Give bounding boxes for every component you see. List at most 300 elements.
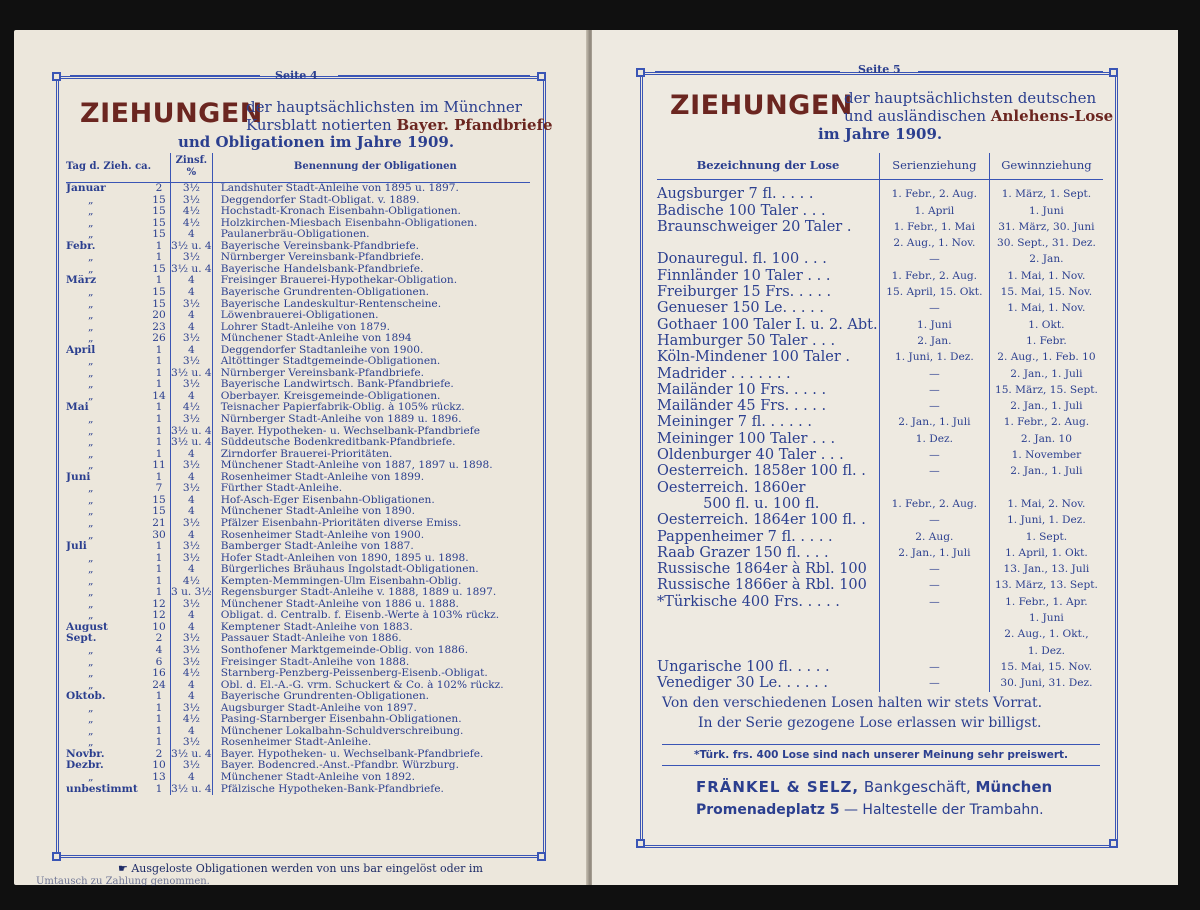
- row-day: 1: [148, 726, 171, 738]
- row-rate: 3½: [171, 645, 213, 657]
- row-prize-date: 1. Juni: [1029, 612, 1064, 625]
- row-month: „: [88, 414, 94, 426]
- row-day: 1: [148, 437, 171, 449]
- column-header-date: Tag d. Zieh. ca.: [66, 153, 171, 183]
- heading-line-1: der hauptsächlichsten im Münchner: [246, 98, 522, 116]
- table-row: [657, 463, 1103, 479]
- row-month: „: [88, 529, 94, 541]
- row-month: „: [88, 610, 94, 622]
- table-row: [66, 426, 530, 438]
- table-row: [66, 483, 530, 495]
- table-row: [66, 749, 530, 761]
- row-month: „: [88, 217, 94, 229]
- row-rate: 4: [171, 391, 213, 403]
- table-row: [66, 737, 530, 749]
- firm-city: München: [975, 778, 1053, 796]
- row-rate: 3½: [171, 183, 213, 195]
- row-day: 6: [148, 657, 171, 669]
- table-row: [66, 587, 530, 599]
- row-month: „: [88, 725, 94, 737]
- row-rate: 4: [171, 322, 213, 334]
- row-day: 1: [148, 345, 171, 357]
- row-lot-name: Oesterreich. 1860er: [657, 479, 806, 496]
- table-row: [657, 480, 1103, 496]
- table-row: [66, 576, 530, 588]
- row-day: 20: [148, 310, 171, 322]
- table-row: [657, 300, 1103, 316]
- row-month: August: [66, 621, 108, 633]
- row-rate: 4: [171, 680, 213, 692]
- row-lot-name: Meininger 100 Taler . . .: [657, 430, 836, 447]
- row-day: 1: [148, 564, 171, 576]
- heading-line-2a: Kursblatt notierten: [246, 116, 397, 134]
- row-rate: 4½: [171, 714, 213, 726]
- row-lot-name: Donauregul. fl. 100 . . .: [657, 251, 827, 268]
- table-row: [66, 760, 530, 772]
- row-day: 1: [148, 379, 171, 391]
- row-rate: 4: [171, 472, 213, 484]
- row-lot-name: [657, 626, 879, 642]
- row-rate: 4½: [171, 668, 213, 680]
- table-row: [66, 299, 530, 311]
- table-row: [657, 529, 1103, 545]
- table-row: [66, 287, 530, 299]
- row-rate: 3½: [171, 483, 213, 495]
- row-rate: 3½: [171, 333, 213, 345]
- row-rate: 4½: [171, 576, 213, 588]
- row-day: 1: [148, 426, 171, 438]
- row-name: Münchener Lokalbahn-Schuldverschreibung.: [220, 725, 464, 737]
- row-rate: 4: [171, 691, 213, 703]
- row-name: Rosenheimer Stadt-Anleihe.: [220, 737, 372, 749]
- row-name: Lohrer Stadt-Anleihe von 1879.: [220, 321, 390, 333]
- table-row: [66, 622, 530, 634]
- row-name: Löwenbrauerei-Obligationen.: [220, 310, 379, 322]
- row-lot-name: Madrider . . . . . . .: [657, 365, 791, 382]
- row-name: Bayerische Landeskultur-Rentenscheine.: [220, 298, 442, 310]
- row-rate: 4: [171, 449, 213, 461]
- row-prize-date: 1. Mai, 1. Nov.: [1007, 302, 1086, 315]
- row-month: „: [88, 425, 94, 437]
- row-month: „: [88, 483, 94, 495]
- corner-ornament: [1109, 839, 1118, 848]
- row-month: „: [88, 564, 94, 576]
- row-prize-date: [989, 480, 1103, 496]
- row-lot-name: Gothaer 100 Taler I. u. 2. Abt.: [657, 316, 878, 333]
- row-name: Hof-Asch-Eger Eisenbahn-Obligationen.: [220, 494, 435, 506]
- row-series-date: —: [879, 561, 989, 577]
- row-day: 15: [148, 495, 171, 507]
- row-day: 21: [148, 518, 171, 530]
- row-month: „: [88, 587, 94, 599]
- table-row: [66, 726, 530, 738]
- row-series-date: [879, 643, 989, 659]
- row-month: „: [88, 644, 94, 656]
- row-series-date: 1. Juni, 1. Dez.: [879, 349, 989, 365]
- row-prize-date: 2. Aug., 1. Feb. 10: [997, 351, 1096, 364]
- table-row: [657, 180, 1103, 203]
- row-rate: 3½ u. 4: [171, 437, 212, 449]
- corner-ornament: [537, 72, 546, 81]
- row-day: 2: [148, 749, 171, 761]
- row-lot-name: Augsburger 7 fl. . . . .: [657, 186, 814, 203]
- row-day: 24: [148, 680, 171, 692]
- row-prize-date: 15. Mai, 15. Nov.: [1000, 286, 1093, 299]
- row-prize-date: 1. November: [1011, 449, 1082, 462]
- table-row: [66, 495, 530, 507]
- corner-ornament: [636, 839, 645, 848]
- row-series-date: —: [879, 300, 989, 316]
- row-rate: 3 u. 3½: [171, 587, 212, 599]
- heading-big: ZIEHUNGEN: [80, 98, 263, 129]
- table-row: [66, 252, 530, 264]
- row-prize-date: 15. März, 15. Sept.: [994, 383, 1098, 396]
- row-name: Bayer. Bodencred.-Anst.-Pfandbr. Würzburg.: [220, 760, 459, 772]
- row-name: Bürgerliches Bräuhaus Ingolstadt-Obligationen.: [220, 564, 479, 576]
- row-month: „: [88, 194, 94, 206]
- table-row: [66, 553, 530, 565]
- row-name: Freisinger Stadt-Anleihe von 1888.: [220, 656, 410, 668]
- row-day: 1: [148, 691, 171, 703]
- row-name: Obligat. d. Centralb. f. Eisenb.-Werte à 103% rückz.: [220, 610, 500, 622]
- table-row: [657, 626, 1103, 642]
- row-series-date: —: [879, 251, 989, 267]
- corner-ornament: [1109, 68, 1118, 77]
- row-series-date: 1. Febr., 2. Aug.: [879, 268, 989, 284]
- row-lot-name: [657, 235, 879, 251]
- row-name: Passauer Stadt-Anleihe von 1886.: [220, 633, 402, 645]
- row-month: „: [88, 552, 94, 564]
- row-prize-date: 1. Mai, 2. Nov.: [1007, 497, 1086, 510]
- row-rate: 3½: [171, 703, 213, 715]
- row-rate: 4: [171, 772, 213, 784]
- heading-line-2: [844, 107, 1113, 125]
- row-day: 16: [148, 668, 171, 680]
- table-row: [66, 310, 530, 322]
- arrow-rule-left: [655, 69, 840, 75]
- row-day: 1: [148, 356, 171, 368]
- table-row: [657, 512, 1103, 528]
- table-row: [66, 633, 530, 645]
- row-name: Münchener Stadt-Anleihe von 1894: [220, 333, 412, 345]
- row-month: „: [88, 321, 94, 333]
- row-rate: 3½: [171, 379, 213, 391]
- row-name: Bayerische Landwirtsch. Bank-Pfandbriefe.: [220, 379, 454, 391]
- stock-note: Von den verschiedenen Losen halten wir stets Vorrat.: [662, 695, 1043, 711]
- row-lot-name: [657, 643, 879, 659]
- corner-ornament: [52, 852, 61, 861]
- row-name: Pfälzer Eisenbahn-Prioritäten diverse Emiss.: [220, 517, 462, 529]
- row-day: 15: [148, 195, 171, 207]
- row-month: „: [88, 679, 94, 691]
- page-number: Seite 5: [858, 63, 901, 76]
- table-row: [66, 703, 530, 715]
- firm-name: FRÄNKEL & SELZ,: [696, 778, 860, 796]
- row-day: 1: [148, 472, 171, 484]
- row-prize-date: 1. März, 1. Sept.: [1001, 188, 1092, 201]
- row-name: Nürnberger Stadt-Anleihe von 1889 u. 1896.: [220, 414, 462, 426]
- row-prize-date: 31. März, 30. Juni: [998, 220, 1095, 233]
- firm-type: Bankgeschäft,: [859, 778, 976, 796]
- row-rate: 4: [171, 310, 213, 322]
- table-row: [66, 218, 530, 230]
- table-row: [657, 284, 1103, 300]
- row-series-date: 2. Jan., 1. Juli: [879, 545, 989, 561]
- row-day: 1: [148, 714, 171, 726]
- column-header-series: Serienziehung: [879, 153, 989, 180]
- row-month: „: [88, 714, 94, 726]
- row-lot-name: Russische 1864er à Rbl. 100: [657, 561, 867, 578]
- table-row: [657, 447, 1103, 463]
- row-day: 1: [148, 449, 171, 461]
- row-day: 2: [148, 633, 171, 645]
- row-day: 1: [148, 414, 171, 426]
- heading-big: ZIEHUNGEN: [670, 90, 853, 121]
- row-name: Hofer Stadt-Anleihen von 1890, 1895 u. 1898.: [220, 552, 469, 564]
- row-day: 15: [148, 299, 171, 311]
- row-series-date: 2. Jan., 1. Juli: [879, 414, 989, 430]
- row-name: Landshuter Stadt-Anleihe von 1895 u. 1897.: [220, 182, 459, 195]
- row-prize-date: 2. Jan., 1. Juli: [1010, 400, 1083, 413]
- table-row: [657, 203, 1103, 219]
- row-lot-name: 500 fl. u. 100 fl.: [657, 495, 820, 512]
- turkish-note: *Türk. frs. 400 Lose sind nach unserer Meinung sehr preiswert.: [662, 744, 1100, 766]
- row-rate: 3½: [171, 195, 213, 207]
- row-rate: 3½ u. 4: [171, 263, 212, 275]
- row-name: Nürnberger Vereinsbank-Pfandbriefe.: [220, 252, 424, 264]
- row-series-date: [879, 610, 989, 626]
- row-lot-name: Freiburger 15 Frs. . . . .: [657, 284, 832, 301]
- row-month: „: [88, 298, 94, 310]
- row-lot-name: [657, 610, 879, 626]
- row-rate: 4½: [171, 218, 213, 230]
- heading-line-3: im Jahre 1909.: [818, 125, 943, 143]
- table-row: [657, 349, 1103, 365]
- table-row: [657, 659, 1103, 675]
- row-month: „: [88, 575, 94, 587]
- row-day: 23: [148, 322, 171, 334]
- row-day: 1: [148, 737, 171, 749]
- row-lot-name: Oesterreich. 1858er 100 fl. .: [657, 463, 866, 480]
- address-street: Promenadeplatz 5: [696, 802, 840, 818]
- heading-line-2: [246, 116, 553, 134]
- row-name: Sonthofener Marktgemeinde-Oblig. von 1886.: [220, 644, 469, 656]
- row-day: 1: [148, 587, 171, 599]
- row-lot-name: Pappenheimer 7 fl. . . . .: [657, 528, 833, 545]
- table-row: [66, 391, 530, 403]
- row-month: Juli: [66, 541, 87, 553]
- row-lot-name: Finnländer 10 Taler . . .: [657, 267, 831, 284]
- row-name: Deggendorfer Stadtanleihe von 1900.: [220, 344, 424, 356]
- row-prize-date: 30. Juni, 31. Dez.: [1000, 677, 1093, 690]
- arrow-rule-left: [70, 73, 260, 79]
- table-row: [657, 251, 1103, 267]
- table-row: [66, 275, 530, 287]
- table-row: [66, 379, 530, 391]
- row-month: Oktob.: [66, 691, 106, 703]
- footnote: [118, 862, 483, 875]
- row-name: Zirndorfer Brauerei-Prioritäten.: [220, 448, 393, 460]
- row-prize-date: 1. Febr., 1. Apr.: [1005, 595, 1088, 608]
- row-series-date: —: [879, 366, 989, 382]
- row-prize-date: 2. Aug., 1. Okt.,: [1004, 628, 1089, 641]
- row-name: Augsburger Stadt-Anleihe von 1897.: [220, 702, 417, 714]
- row-rate: 3½: [171, 414, 213, 426]
- row-month: „: [88, 263, 94, 275]
- row-series-date: —: [879, 398, 989, 414]
- lottery-table: [657, 153, 1103, 692]
- heading-line-2a: und ausländischen: [844, 107, 991, 125]
- heading-line-2b: Anlehens-Lose: [990, 107, 1114, 125]
- table-row: [657, 496, 1103, 512]
- row-rate: 4: [171, 530, 213, 542]
- arrow-rule-right: [918, 69, 1103, 75]
- row-series-date: —: [879, 382, 989, 398]
- row-rate: 3½: [171, 541, 213, 553]
- row-rate: 3½: [171, 252, 213, 264]
- column-header-lots: Bezeichnung der Lose: [657, 153, 879, 180]
- table-row: [66, 506, 530, 518]
- row-month: „: [88, 494, 94, 506]
- table-row: [66, 437, 530, 449]
- corner-ornament: [52, 72, 61, 81]
- row-day: 1: [148, 553, 171, 565]
- row-month: „: [88, 252, 94, 264]
- row-name: Holzkirchen-Miesbach Eisenbahn-Obligationen.: [220, 217, 478, 229]
- row-month: „: [88, 229, 94, 241]
- row-day: 1: [148, 252, 171, 264]
- row-day: 1: [148, 368, 171, 380]
- row-month: „: [88, 517, 94, 529]
- row-name: Bayerische Grundrenten-Obligationen.: [220, 691, 430, 703]
- row-series-date: 1. Juni: [879, 317, 989, 333]
- table-row: [66, 229, 530, 241]
- row-prize-date: 30. Sept., 31. Dez.: [997, 237, 1096, 250]
- row-rate: 3½ u. 4: [171, 783, 212, 795]
- row-month: „: [88, 771, 94, 783]
- table-row: [66, 610, 530, 622]
- table-row: [657, 675, 1103, 691]
- row-month: „: [88, 356, 94, 368]
- row-prize-date: 1. Sept.: [1025, 530, 1068, 543]
- row-series-date: 1. April: [879, 203, 989, 219]
- table-row: [66, 784, 530, 796]
- row-month: „: [88, 656, 94, 668]
- table-row: [66, 322, 530, 334]
- table-row: [66, 530, 530, 542]
- row-prize-date: 13. März, 13. Sept.: [994, 579, 1098, 592]
- table-row: [66, 449, 530, 461]
- row-rate: 4½: [171, 206, 213, 218]
- corner-ornament: [537, 852, 546, 861]
- row-name: Teisnacher Papierfabrik-Oblig. à 105% rückz.: [220, 402, 465, 414]
- row-prize-date: 1. Febr., 2. Aug.: [1003, 416, 1090, 429]
- row-series-date: —: [879, 594, 989, 610]
- row-name: Bayer. Hypotheken- u. Wechselbank-Pfandbriefe.: [220, 748, 484, 760]
- page-heading: [80, 98, 263, 129]
- table-row: [66, 541, 530, 553]
- row-month: „: [88, 206, 94, 218]
- table-row: [657, 382, 1103, 398]
- row-rate: 3½: [171, 599, 213, 611]
- row-series-date: 1. Dez.: [879, 431, 989, 447]
- row-month: „: [88, 310, 94, 322]
- row-series-date: —: [879, 447, 989, 463]
- table-row: [657, 594, 1103, 610]
- row-rate: 3½: [171, 553, 213, 565]
- row-name: Freisinger Brauerei-Hypothekar-Obligation.: [220, 275, 458, 287]
- row-day: 15: [148, 206, 171, 218]
- row-rate: 4: [171, 726, 213, 738]
- row-day: 1: [148, 576, 171, 588]
- row-day: 15: [148, 229, 171, 241]
- row-series-date: —: [879, 577, 989, 593]
- footnote-line-2: Umtausch zu Zahlung genommen.: [36, 876, 210, 887]
- row-name: Deggendorfer Stadt-Obligat. v. 1889.: [220, 194, 420, 206]
- row-month: unbestimmt: [66, 783, 138, 795]
- row-day: 12: [148, 599, 171, 611]
- table-row: [657, 545, 1103, 561]
- address-line: [696, 802, 1044, 818]
- row-prize-date: 1. Mai, 1. Nov.: [1007, 269, 1086, 282]
- row-month: „: [88, 390, 94, 402]
- table-row: [66, 356, 530, 368]
- row-day: 1: [148, 703, 171, 715]
- row-series-date: —: [879, 512, 989, 528]
- row-day: 7: [148, 483, 171, 495]
- row-lot-name: Badische 100 Taler . . .: [657, 202, 826, 219]
- table-row: [66, 333, 530, 345]
- table-row: [657, 610, 1103, 626]
- row-rate: 4: [171, 506, 213, 518]
- row-month: „: [88, 506, 94, 518]
- row-day: 15: [148, 218, 171, 230]
- column-header-rate: Zinsf. %: [171, 153, 213, 183]
- row-rate: 3½: [171, 460, 213, 472]
- row-month: Dezbr.: [66, 760, 104, 772]
- row-month: Novbr.: [66, 748, 105, 760]
- row-lot-name: *Türkische 400 Frs. . . . .: [657, 593, 840, 610]
- row-name: Pasing-Starnberger Eisenbahn-Obligationen.: [220, 714, 462, 726]
- row-series-date: 2. Aug., 1. Nov.: [879, 235, 989, 251]
- row-rate: 4½: [171, 402, 213, 414]
- heading-line-2b: Bayer. Pfandbriefe: [396, 116, 553, 134]
- row-name: Altöttinger Stadtgemeinde-Obligationen.: [220, 356, 441, 368]
- row-name: Münchener Stadt-Anleihe von 1890.: [220, 506, 416, 518]
- pointing-hand-icon: ☛: [118, 862, 132, 875]
- row-month: März: [66, 275, 97, 287]
- table-row: [657, 414, 1103, 430]
- row-month: „: [88, 448, 94, 460]
- row-day: 15: [148, 506, 171, 518]
- row-day: 15: [148, 264, 171, 276]
- row-month: „: [88, 737, 94, 749]
- table-row: [66, 414, 530, 426]
- row-month: „: [88, 367, 94, 379]
- row-name: Rosenheimer Stadt-Anleihe von 1900.: [220, 529, 425, 541]
- row-series-date: 2. Aug.: [879, 529, 989, 545]
- row-day: 14: [148, 391, 171, 403]
- row-day: 13: [148, 772, 171, 784]
- table-row: [66, 645, 530, 657]
- row-name: Oberbayer. Kreisgemeinde-Obligationen.: [220, 390, 441, 402]
- row-day: 30: [148, 530, 171, 542]
- page-number: Seite 4: [275, 69, 318, 82]
- row-rate: 3½: [171, 633, 213, 645]
- table-row: [657, 268, 1103, 284]
- series-note: In der Serie gezogene Lose erlassen wir billigst.: [698, 715, 1042, 731]
- row-series-date: [879, 480, 989, 496]
